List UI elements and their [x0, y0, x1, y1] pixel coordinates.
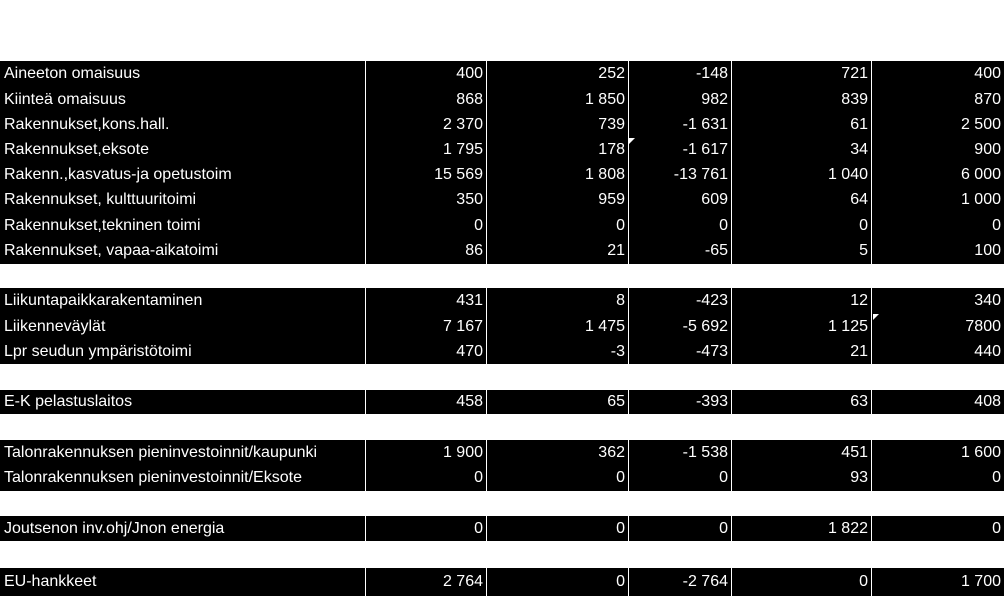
- value-cell-4[interactable]: 0: [859, 573, 868, 590]
- column-divider: [871, 61, 872, 87]
- value-cell-2[interactable]: 0: [616, 520, 625, 537]
- value-cell-3[interactable]: 609: [701, 191, 728, 208]
- column-divider: [628, 187, 629, 213]
- column-divider: [365, 465, 366, 491]
- value-cell-5[interactable]: 2 500: [960, 116, 1001, 133]
- value-cell-3[interactable]: -1 617: [682, 141, 728, 158]
- row-label[interactable]: Kiinteä omaisuus: [4, 91, 126, 108]
- column-divider: [365, 137, 366, 162]
- column-divider: [486, 187, 487, 213]
- column-divider: [486, 213, 487, 238]
- row-label[interactable]: Joutsenon inv.ohj/Jnon energia: [4, 520, 225, 537]
- value-cell-4[interactable]: 63: [850, 393, 868, 410]
- column-divider: [365, 187, 366, 213]
- value-cell-1[interactable]: 470: [456, 343, 483, 360]
- value-cell-3[interactable]: 0: [719, 520, 728, 537]
- value-cell-5[interactable]: 0: [992, 520, 1001, 537]
- value-cell-4[interactable]: 1 125: [827, 318, 868, 335]
- column-divider: [731, 440, 732, 465]
- value-cell-1[interactable]: 1 900: [442, 444, 483, 461]
- value-cell-4[interactable]: 93: [850, 469, 868, 486]
- column-divider: [731, 339, 732, 364]
- column-divider: [731, 568, 732, 596]
- value-cell-2[interactable]: 21: [607, 242, 625, 259]
- column-divider: [628, 314, 629, 339]
- value-cell-5[interactable]: 0: [992, 217, 1001, 234]
- value-cell-2[interactable]: 739: [598, 116, 625, 133]
- value-cell-1[interactable]: 350: [456, 191, 483, 208]
- column-divider: [871, 516, 872, 541]
- value-cell-1[interactable]: 431: [456, 292, 483, 309]
- comment-indicator-icon[interactable]: [629, 138, 635, 144]
- value-cell-4[interactable]: 839: [841, 91, 868, 108]
- value-cell-1[interactable]: 2 764: [442, 573, 483, 590]
- table-row: [0, 288, 1004, 314]
- column-divider: [365, 339, 366, 364]
- column-divider: [731, 288, 732, 314]
- value-cell-2[interactable]: 1 808: [584, 166, 625, 183]
- table-row: [0, 238, 1004, 264]
- row-label[interactable]: Talonrakennuksen pieninvestoinnit/kaupunki: [4, 444, 318, 461]
- table-row: [0, 213, 1004, 238]
- column-divider: [486, 568, 487, 596]
- table-row: [0, 314, 1004, 339]
- value-cell-5[interactable]: 408: [974, 393, 1001, 410]
- column-divider: [871, 187, 872, 213]
- column-divider: [628, 440, 629, 465]
- column-divider: [365, 516, 366, 541]
- value-cell-1[interactable]: 1 795: [442, 141, 483, 158]
- column-divider: [365, 314, 366, 339]
- column-divider: [486, 112, 487, 137]
- row-label[interactable]: Aineeton omaisuus: [4, 65, 141, 82]
- value-cell-3[interactable]: -1 631: [682, 116, 728, 133]
- row-label[interactable]: Talonrakennuksen pieninvestoinnit/Eksote: [4, 469, 302, 486]
- column-divider: [486, 390, 487, 414]
- row-label[interactable]: Rakennukset,kons.hall.: [4, 116, 170, 133]
- table-row: [0, 137, 1004, 162]
- row-label[interactable]: Liikenneväylät: [4, 318, 106, 335]
- value-cell-2[interactable]: 362: [598, 444, 625, 461]
- column-divider: [871, 339, 872, 364]
- column-divider: [731, 87, 732, 112]
- value-cell-1[interactable]: 868: [456, 91, 483, 108]
- column-divider: [871, 465, 872, 491]
- row-label[interactable]: Rakennukset, vapaa-aikatoimi: [4, 242, 219, 259]
- column-divider: [731, 61, 732, 87]
- column-divider: [871, 568, 872, 596]
- value-cell-4[interactable]: 721: [841, 65, 868, 82]
- value-cell-4[interactable]: 451: [841, 444, 868, 461]
- value-cell-5[interactable]: 1 600: [960, 444, 1001, 461]
- column-divider: [486, 288, 487, 314]
- row-label[interactable]: Rakennukset,eksote: [4, 141, 149, 158]
- table-row: [0, 339, 1004, 364]
- value-cell-2[interactable]: 8: [616, 292, 625, 309]
- column-divider: [628, 87, 629, 112]
- table-row: [0, 162, 1004, 187]
- value-cell-1[interactable]: 86: [465, 242, 483, 259]
- column-divider: [871, 162, 872, 187]
- column-divider: [628, 339, 629, 364]
- column-divider: [365, 112, 366, 137]
- value-cell-4[interactable]: 21: [850, 343, 868, 360]
- column-divider: [628, 390, 629, 414]
- column-divider: [871, 314, 872, 339]
- column-divider: [731, 465, 732, 491]
- column-divider: [731, 238, 732, 264]
- table-row: [0, 187, 1004, 213]
- value-cell-3[interactable]: -1 538: [682, 444, 728, 461]
- column-divider: [365, 568, 366, 596]
- column-divider: [628, 213, 629, 238]
- value-cell-5[interactable]: 340: [974, 292, 1001, 309]
- column-divider: [871, 390, 872, 414]
- row-label[interactable]: E-K pelastuslaitos: [4, 393, 133, 410]
- value-cell-5[interactable]: 100: [974, 242, 1001, 259]
- table-row: [0, 112, 1004, 137]
- column-divider: [486, 137, 487, 162]
- column-divider: [871, 213, 872, 238]
- value-cell-3[interactable]: -148: [695, 65, 728, 82]
- column-divider: [365, 390, 366, 414]
- column-divider: [628, 112, 629, 137]
- column-divider: [486, 238, 487, 264]
- value-cell-2[interactable]: 178: [598, 141, 625, 158]
- value-cell-1[interactable]: 400: [456, 65, 483, 82]
- column-divider: [731, 213, 732, 238]
- column-divider: [731, 187, 732, 213]
- value-cell-5[interactable]: 7800: [965, 318, 1001, 335]
- value-cell-3[interactable]: -423: [695, 292, 728, 309]
- column-divider: [628, 162, 629, 187]
- value-cell-2[interactable]: 959: [598, 191, 625, 208]
- value-cell-2[interactable]: 1 475: [584, 318, 625, 335]
- row-label[interactable]: Lpr seudun ympäristötoimi: [4, 343, 192, 360]
- column-divider: [365, 238, 366, 264]
- value-cell-4[interactable]: 34: [850, 141, 868, 158]
- column-divider: [365, 288, 366, 314]
- row-label[interactable]: Liikuntapaikkarakentaminen: [4, 292, 203, 309]
- column-divider: [871, 440, 872, 465]
- column-divider: [486, 314, 487, 339]
- value-cell-1[interactable]: 15 569: [434, 166, 483, 183]
- column-divider: [486, 61, 487, 87]
- column-divider: [486, 162, 487, 187]
- column-divider: [365, 440, 366, 465]
- value-cell-1[interactable]: 7 167: [442, 318, 483, 335]
- row-label[interactable]: Rakennukset,tekninen toimi: [4, 217, 201, 234]
- column-divider: [628, 288, 629, 314]
- table-row: [0, 61, 1004, 87]
- column-divider: [628, 61, 629, 87]
- row-label[interactable]: Rakenn.,kasvatus-ja opetustoim: [4, 166, 232, 183]
- column-divider: [731, 112, 732, 137]
- column-divider: [365, 87, 366, 112]
- value-cell-2[interactable]: 65: [607, 393, 625, 410]
- value-cell-2[interactable]: 252: [598, 65, 625, 82]
- value-cell-5[interactable]: 6 000: [960, 166, 1001, 183]
- value-cell-5[interactable]: 0: [992, 469, 1001, 486]
- table-row: [0, 516, 1004, 541]
- value-cell-4[interactable]: 1 040: [827, 166, 868, 183]
- value-cell-3[interactable]: -13 761: [673, 166, 728, 183]
- value-cell-3[interactable]: -393: [695, 393, 728, 410]
- table-row: [0, 390, 1004, 414]
- column-divider: [731, 390, 732, 414]
- value-cell-3[interactable]: -65: [704, 242, 728, 259]
- table-row: [0, 465, 1004, 491]
- table-row: [0, 440, 1004, 465]
- column-divider: [731, 516, 732, 541]
- value-cell-3[interactable]: 0: [719, 469, 728, 486]
- value-cell-3[interactable]: 982: [701, 91, 728, 108]
- value-cell-4[interactable]: 12: [850, 292, 868, 309]
- column-divider: [871, 87, 872, 112]
- value-cell-4[interactable]: 0: [859, 217, 868, 234]
- value-cell-4[interactable]: 64: [850, 191, 868, 208]
- value-cell-2[interactable]: 0: [616, 217, 625, 234]
- table-row: [0, 568, 1004, 596]
- value-cell-5[interactable]: 900: [974, 141, 1001, 158]
- value-cell-1[interactable]: 0: [474, 217, 483, 234]
- value-cell-3[interactable]: 0: [719, 217, 728, 234]
- value-cell-5[interactable]: 400: [974, 65, 1001, 82]
- value-cell-1[interactable]: 458: [456, 393, 483, 410]
- table-row: [0, 87, 1004, 112]
- column-divider: [871, 112, 872, 137]
- value-cell-2[interactable]: 0: [616, 573, 625, 590]
- column-divider: [365, 162, 366, 187]
- column-divider: [628, 238, 629, 264]
- value-cell-4[interactable]: 1 822: [827, 520, 868, 537]
- column-divider: [628, 568, 629, 596]
- column-divider: [486, 440, 487, 465]
- column-divider: [365, 213, 366, 238]
- column-divider: [486, 516, 487, 541]
- value-cell-4[interactable]: 5: [859, 242, 868, 259]
- value-cell-2[interactable]: 0: [616, 469, 625, 486]
- column-divider: [628, 516, 629, 541]
- value-cell-1[interactable]: 2 370: [442, 116, 483, 133]
- value-cell-1[interactable]: 0: [474, 520, 483, 537]
- value-cell-5[interactable]: 1 000: [960, 191, 1001, 208]
- column-divider: [871, 288, 872, 314]
- column-divider: [731, 162, 732, 187]
- column-divider: [871, 238, 872, 264]
- column-divider: [486, 465, 487, 491]
- value-cell-5[interactable]: 870: [974, 91, 1001, 108]
- value-cell-3[interactable]: -2 764: [682, 573, 728, 590]
- value-cell-5[interactable]: 1 700: [960, 573, 1001, 590]
- column-divider: [731, 137, 732, 162]
- value-cell-3[interactable]: -5 692: [682, 318, 728, 335]
- column-divider: [628, 465, 629, 491]
- value-cell-3[interactable]: -473: [695, 343, 728, 360]
- column-divider: [486, 339, 487, 364]
- value-cell-2[interactable]: 1 850: [584, 91, 625, 108]
- column-divider: [365, 61, 366, 87]
- row-label[interactable]: Rakennukset, kulttuuritoimi: [4, 191, 197, 208]
- value-cell-4[interactable]: 61: [850, 116, 868, 133]
- value-cell-1[interactable]: 0: [474, 469, 483, 486]
- column-divider: [871, 137, 872, 162]
- comment-indicator-icon[interactable]: [873, 314, 879, 320]
- column-divider: [731, 314, 732, 339]
- column-divider: [486, 87, 487, 112]
- value-cell-5[interactable]: 440: [974, 343, 1001, 360]
- row-label[interactable]: EU-hankkeet: [4, 573, 97, 590]
- value-cell-2[interactable]: -3: [610, 343, 625, 360]
